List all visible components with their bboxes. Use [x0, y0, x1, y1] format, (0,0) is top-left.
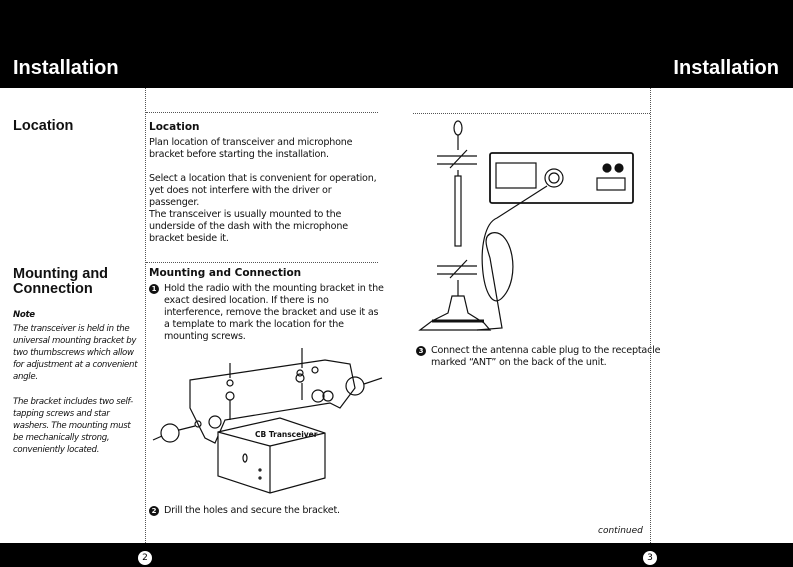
page-number-left: 2	[138, 551, 152, 565]
continued-label: continued	[598, 526, 643, 536]
mounting-title: Mounting and Connection	[149, 267, 302, 279]
note-paragraph: The bracket includes two self-tapping screws and star washers. The mounting must be mechanically strong, conveniently located.	[13, 397, 133, 455]
page-number-right: 3	[643, 551, 657, 565]
heading-line: Mounting and	[13, 266, 109, 282]
figure-label: CB Transceiver	[255, 430, 318, 439]
divider	[146, 262, 378, 263]
step-1	[149, 283, 384, 343]
step-3	[416, 345, 661, 369]
column-divider	[650, 88, 651, 543]
header-title-right: Installation	[673, 57, 779, 79]
step-2	[149, 505, 384, 517]
step-number: 2	[149, 506, 159, 516]
note-title: Note	[13, 310, 35, 320]
step-text: Hold the radio with the mounting bracket in the exact desired location. If there is no interference, remove the bracket and use it as a template to mark the location for the mounting screws.	[164, 283, 384, 342]
location-title: Location	[149, 121, 200, 133]
bracket-illustration	[150, 348, 385, 498]
divider	[146, 112, 378, 113]
sidebar-heading-location: Location	[13, 118, 74, 134]
heading-line: Connection	[13, 281, 93, 297]
location-paragraph: The transceiver is usually mounted to the underside of the dash with the microphone bracket beside it.	[149, 209, 348, 244]
sidebar-heading-mounting	[13, 267, 108, 297]
step-number: 3	[416, 346, 426, 356]
divider	[413, 113, 650, 114]
antenna-connection-illustration	[412, 118, 637, 340]
note-paragraph: The transceiver is held in the universal mounting bracket by two thumbscrews which allow for adjustment at a convenient angle.	[13, 324, 138, 382]
location-paragraph: Select a location that is convenient for operation, yet does not interfere with the driver or passenger.	[149, 173, 377, 208]
column-divider	[145, 88, 146, 543]
location-paragraph: Plan location of transceiver and microphone bracket before starting the installation.	[149, 137, 353, 160]
step-text: Drill the holes and secure the bracket.	[164, 505, 340, 516]
footer-band	[0, 543, 793, 567]
step-number: 1	[149, 284, 159, 294]
header-title-left: Installation	[13, 57, 119, 79]
step-text: Connect the antenna cable plug to the receptacle marked “ANT” on the back of the unit.	[431, 345, 661, 368]
